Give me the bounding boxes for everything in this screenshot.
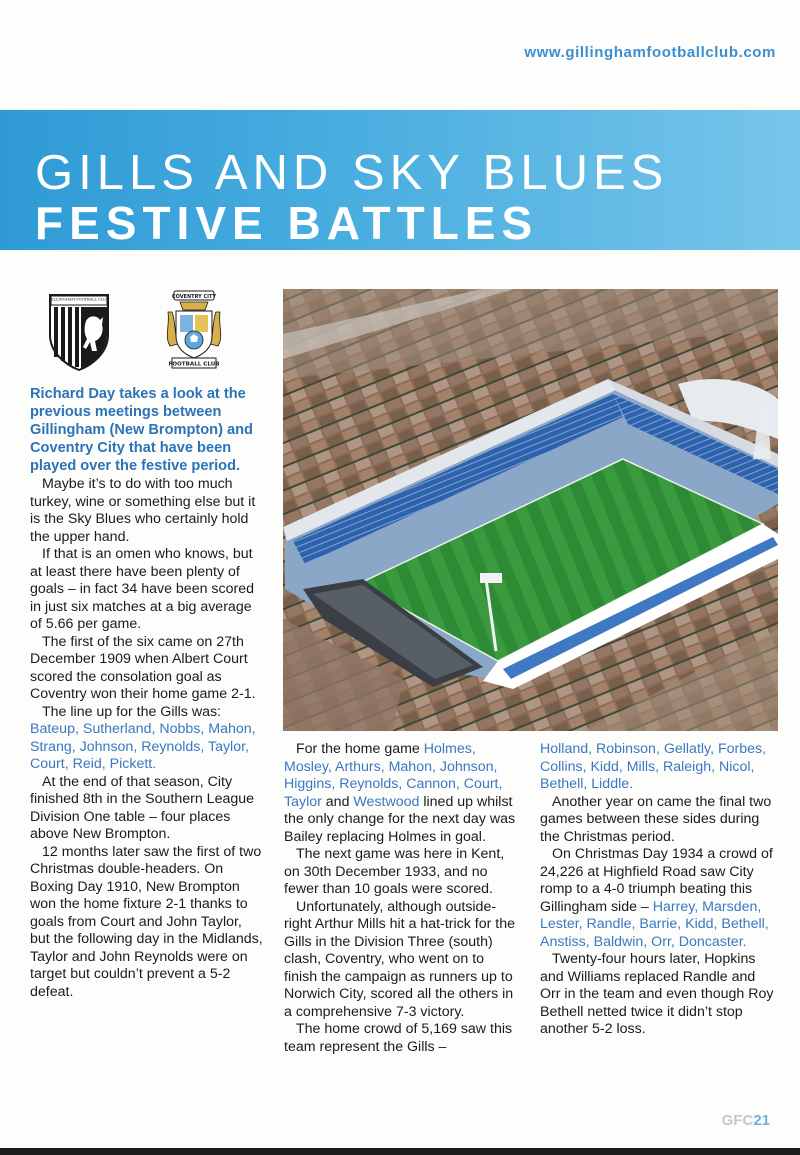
paragraph: The next game was here in Kent, on 30th December 1933, and no fewer than 10 goals were scored. [284, 846, 505, 897]
page-number-prefix: GFC [721, 1112, 754, 1129]
player-names: Harrey, Marsden, Lester, Randle, Barrie, Kidd, Bethell, Anstiss, Baldwin, Orr, Doncaster. [540, 898, 769, 950]
coventry-crest-icon [160, 290, 228, 372]
paragraph [540, 846, 776, 951]
paragraph: The home crowd of 5,169 saw this team represent the Gills – [284, 1021, 513, 1055]
article-column-1 [30, 385, 264, 1001]
player-names: Bateup, Sutherland, Nobbs, Mahon, Strang, Johnson, Reynolds, Taylor, Court, Reid, Pickett. [30, 721, 256, 772]
paragraph [30, 704, 264, 774]
paragraph [540, 741, 776, 794]
paragraph: If that is an omen who knows, but at least there have been plenty of goals – in fact 34 have been scored in just six matches at a big average of 5.66 per game. [30, 546, 255, 632]
gillingham-crest-icon [48, 293, 110, 371]
player-names: Holmes, Mosley, Arthurs, Mahon, Johnson, Higgins, Reynolds, Cannon, Court, Taylor [284, 741, 503, 810]
title-line-2: FESTIVE BATTLES [35, 197, 539, 249]
paragraph: 12 months later saw the first of two Christmas double-headers. On Boxing Day 1910, New Brompton won the home fixture 2-1 thanks to goals from Court and John Taylor, but the following day in the Midlands, Taylor and John Reynolds were on target but couldn’t prevent a 5-2 defeat. [30, 843, 263, 1000]
gillingham-crest-text: GILLINGHAM FOOTBALL CLUB [49, 297, 109, 302]
coventry-crest-text-bottom: FOOTBALL CLUB [168, 361, 220, 368]
player-names: Westwood [353, 793, 420, 810]
website-url: www.gillinghamfootballclub.com [524, 44, 776, 61]
paragraph: Unfortunately, although outside-right Arthur Mills hit a hat-trick for the Gills in the Division Three (south) clash, Coventry, who went on to finish the campaign as runners up to Norwich City, scored all the others in a comprehensive 7-3 victory. [284, 898, 516, 1020]
paragraph: At the end of that season, City finished 8th in the Southern League Division One table – four places above New Brompton. [30, 773, 255, 842]
paragraph-text: On Christmas Day 1934 a crowd of 24,226 at Highfield Road saw City romp to a 4-0 triumph beating this Gillingham side – [540, 846, 773, 915]
paragraph: Another year on came the final two games between these sides during the Christmas period. [540, 793, 772, 845]
paragraph: Twenty-four hours later, Hopkins and Williams replaced Randle and Orr in the team and even though Roy Bethell netted twice it didn’t stop another 5-2 loss. [540, 951, 774, 1037]
paragraph-text: and [325, 793, 350, 810]
paragraph: The first of the six came on 27th December 1909 when Albert Court scored the consolation goal as Coventry won their home game 2-1. [30, 633, 256, 702]
paragraph-text: The line up for the Gills was: [42, 703, 221, 720]
paragraph-text: For the home game [296, 741, 420, 757]
page-number [722, 1112, 770, 1129]
article-intro: Richard Day takes a look at the previous meetings between Gillingham (New Brompton) and Coventry City that have been played over the festive period. [30, 386, 253, 474]
paragraph [284, 741, 519, 846]
stadium-aerial-photo [283, 289, 778, 731]
player-names: Holland, Robinson, Gellatly, Forbes, Collins, Kidd, Mills, Raleigh, Nicol, Bethell, Liddle. [540, 741, 767, 792]
title-line-1: GILLS AND SKY BLUES [35, 146, 669, 200]
bottom-bar [0, 1148, 800, 1155]
coventry-crest-text-top: COVENTRY CITY [171, 293, 217, 300]
page-number-value: 21 [753, 1112, 770, 1129]
paragraph-text: lined up whilst the only change for the next day was Bailey replacing Holmes in goal. [284, 793, 516, 845]
paragraph: Maybe it’s to do with too much turkey, wine or something else but it is the Sky Blues who certainly hold the upper hand. [30, 476, 256, 545]
article-column-3 [540, 741, 776, 1039]
article-column-2 [284, 741, 519, 1056]
title-banner [0, 110, 800, 250]
